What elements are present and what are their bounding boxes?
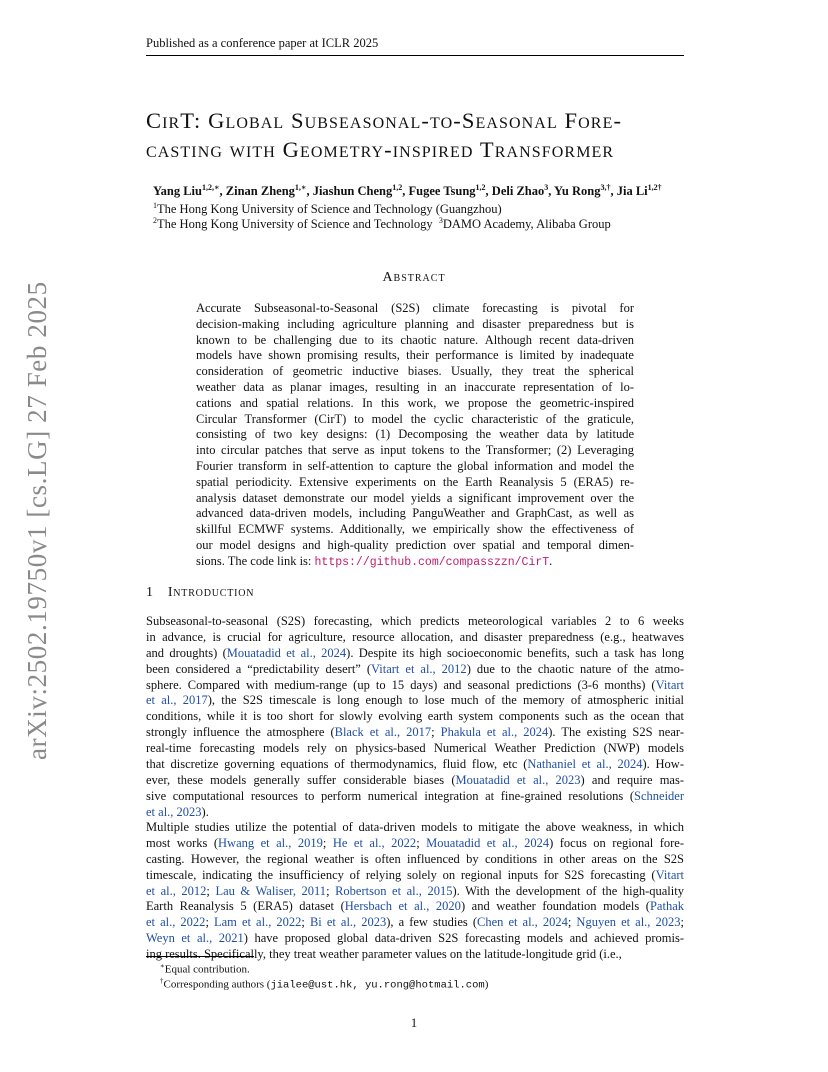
abstract-line: skillful ECMWF systems. Additionally, we empirically show the effectiveness of [196, 522, 634, 537]
author-name: Jiashun Cheng [312, 184, 393, 199]
text-segment: most works ( [146, 835, 219, 850]
citation-link[interactable]: Nathaniel et al., 2024 [527, 757, 643, 772]
abstract-line: our model designs and high-quality prediction over spatial and temporal dimen- [196, 537, 634, 552]
abstract-line: known to be challenging due to its chaotic nature. Although recent data-driven [196, 332, 634, 347]
arxiv-stamp: arXiv:2502.19750v1 [cs.LG] 27 Feb 2025 [22, 281, 52, 760]
text-segment: conditions, while it is too short for slowly evolving earth system components such as the ocean that [146, 709, 684, 724]
text-segment: ). [201, 804, 209, 819]
abstract-line: cations and spatial relations. In this work, we propose the geometric-inspired [196, 395, 634, 410]
citation-link[interactable]: Phakula et al., 2024 [440, 725, 549, 740]
citation-link[interactable]: Nguyen et al., 2023 [576, 915, 681, 930]
abstract-line: models have shown promising results, their performance is limited by inadequate [196, 348, 634, 363]
citation-link[interactable]: Bi et al., 2023 [309, 915, 387, 930]
text-segment: sive computational resources to perform numerical integration at fine-grained resolutions ( [146, 788, 635, 803]
author-name: Fugee Tsung [408, 184, 476, 199]
author-name: Yu Rong [554, 184, 601, 199]
text-line [146, 789, 684, 805]
affiliation-1: $^1$The Hong Kong University of Science and Technology (Guangzhou) [153, 201, 502, 217]
citation-link[interactable]: et al., 2017 [146, 693, 208, 708]
text-segment: and droughts) ( [146, 645, 227, 660]
text-line [146, 820, 684, 836]
abstract-line: Circular Transformer (CirT) to model the cyclic characteristic of the graticule, [196, 411, 634, 426]
author-name: Jia Li [616, 184, 648, 199]
citation-link[interactable]: He et al., 2022 [332, 835, 417, 850]
text-line [146, 741, 684, 757]
text-line [146, 931, 684, 947]
text-segment: strongly influence the atmosphere ( [146, 725, 335, 740]
author-affiliation-mark: 1,2 [392, 183, 403, 192]
abstract-line: spatial periodicity. Extensive experiments on the Earth Reanalysis 5 (ERA5) re- [196, 474, 634, 489]
text-line [146, 852, 684, 868]
text-segment: ; [206, 883, 216, 898]
author-name: Deli Zhao [491, 184, 545, 199]
text-segment: ), a few studies ( [386, 915, 477, 930]
text-segment: ), the S2S timescale is long enough to lose much of the memory of atmospheric initial [207, 693, 685, 708]
abstract-line: decision-making including agriculture planning and disaster preparedness but is [196, 316, 634, 331]
text-segment: ) due to the chaotic nature of the atmo- [466, 661, 684, 676]
abstract-line: Accurate Subseasonal-to-Seasonal (S2S) climate forecasting is pivotal for [196, 301, 634, 315]
text-line [146, 899, 684, 915]
text-segment: Subseasonal-to-seasonal (S2S) forecasting, which predicts meteorological variables 2 to 6 weeks [146, 614, 684, 628]
text-line [146, 725, 684, 741]
text-line [146, 773, 684, 789]
abstract-last-line: sions. The code link is: https://github.com/compasszzn/CirT. [196, 553, 553, 569]
abstract-line: advanced data-driven models, including PanguWeather and GraphCast, as well as [196, 506, 634, 521]
text-segment: ; [431, 725, 441, 740]
citation-link[interactable]: Lam et al., 2022 [213, 915, 302, 930]
abstract-line: into circular patches that serve as input tokens to the Transformer; (2) Leveraging [196, 443, 634, 458]
text-segment: ) focus on regional fore- [549, 835, 685, 850]
abstract-line: consisting of two key designs: (1) Decomposing the weather data by latitude [196, 427, 634, 442]
text-segment: real-time forecasting models rely on physics-based Numerical Weather Prediction (NWP) models [146, 741, 684, 756]
intro-paragraph-1 [146, 614, 684, 821]
text-segment: ; [301, 915, 310, 930]
text-line [146, 915, 684, 931]
text-line [146, 805, 684, 821]
citation-link[interactable]: Chen et al., 2024 [476, 915, 568, 930]
citation-link[interactable]: Vitart [655, 867, 684, 882]
citation-link[interactable]: Mouatadid et al., 2024 [426, 835, 550, 850]
paper-title [146, 106, 706, 164]
author-affiliation-mark: 1,2 [475, 183, 486, 192]
text-segment: ; [680, 915, 684, 930]
text-segment: ; [416, 835, 427, 850]
citation-link[interactable]: et al., 2022 [146, 915, 206, 930]
text-segment: Earth Reanalysis 5 (ERA5) dataset ( [146, 899, 345, 914]
author-list: Yang Liu$^{1,2,∗}$, Zinan Zheng$^{1,∗}$, Jiashun Cheng$^{1,2}$, Fugee Tsung$^{1,2}$, Deli Zhao$^3$, Yu Rong$^{3,\dagger}$, Jia $Li^{1,2\dagger}$ [153, 183, 662, 199]
text-line [146, 884, 684, 900]
citation-link[interactable]: Weyn et al., 2021 [146, 931, 244, 946]
text-segment: ever, these models generally suffer considerable biases ( [146, 772, 456, 787]
citation-link[interactable]: Black et al., 2017 [334, 725, 432, 740]
author-affiliation-mark: 1,∗ [294, 183, 307, 192]
title-line-2: casting with Geometry-inspired Transformer [146, 137, 615, 162]
text-segment: sphere. Compared with medium-range (up to 15 days) and seasonal predictions (3-6 months) ( [146, 677, 656, 692]
footnote-corresponding-authors: †Corresponding authors (jialee@ust.hk, yu.rong@hotmail.com) [160, 977, 489, 992]
intro-paragraph-2 [146, 820, 684, 963]
page-number: 1 [410, 1016, 418, 1030]
affiliation-2: $^2$The Hong Kong University of Science and Technology $^3$DAMO Academy, Alibaba Group [153, 216, 611, 232]
text-segment: timescale, indicating the insufficiency of relying solely on regional inputs for S2S forecasting ( [146, 867, 656, 882]
text-segment: in advance, is crucial for agriculture, resource allocation, and disaster preparedness (e.g., heatwaves [146, 629, 684, 644]
author-affiliation-mark: 3 [544, 183, 549, 192]
text-segment: ) and require mas- [580, 772, 685, 787]
citation-link[interactable]: Hwang et al., 2019 [218, 835, 323, 850]
abstract-heading: Abstract [382, 270, 446, 285]
text-segment: ; [322, 835, 333, 850]
text-line [146, 868, 684, 884]
text-segment: ; [205, 915, 214, 930]
text-line [146, 614, 684, 630]
abstract-line: Fourier transform in self-attention to capture the global information and model the [196, 458, 634, 473]
author-affiliation-mark: 1,2† [647, 183, 662, 192]
code-link[interactable]: https://github.com/compasszzn/CirT [314, 555, 550, 569]
footnote-equal-contribution: ∗Equal contribution. [160, 962, 250, 976]
text-line [146, 678, 684, 694]
citation-link[interactable]: Vitart et al., 2012 [371, 661, 467, 676]
text-segment: been considered a “predictability desert” ( [146, 661, 371, 676]
text-segment: ) have proposed global data-driven S2S forecasting models and achieved promis- [243, 931, 684, 946]
section-heading-introduction: 1 Introduction [146, 585, 255, 600]
text-segment: ) and weather foundation models ( [460, 899, 650, 914]
text-line [146, 630, 684, 646]
text-segment: ing results. Specifically, they treat weather parameter values on the latitude-longitude grid (i.e., [146, 947, 622, 962]
citation-link[interactable]: et al., 2023 [146, 804, 202, 819]
author-affiliation-mark: 1,2,∗ [201, 183, 220, 192]
abstract-line: weather data as planar images, resulting in an inaccurate representation of lo- [196, 379, 634, 394]
text-segment: ; [326, 883, 336, 898]
citation-link[interactable]: Mouatadid et al., 2023 [455, 772, 581, 787]
text-line [146, 709, 684, 725]
text-segment: that discretize governing equations of thermodynamics, fluid flow, etc ( [146, 757, 528, 772]
text-segment: ). How- [642, 757, 684, 772]
text-segment: Multiple studies utilize the potential of data-driven models to mitigate the above weakness, in which [146, 820, 684, 834]
text-segment: ). The existing S2S near- [548, 725, 684, 740]
conference-header: Published as a conference paper at ICLR 2025 [146, 36, 684, 56]
abstract-line: analysis dataset demonstrate our model yields a significant improvement over the [196, 490, 634, 505]
citation-link[interactable]: et al., 2012 [146, 883, 207, 898]
text-line [146, 646, 684, 662]
text-segment: ; [567, 915, 577, 930]
citation-link[interactable]: Hersbach et al., 2020 [344, 899, 461, 914]
text-segment: casting. However, the regional weather is often influenced by conditions in other areas on the S2S [146, 851, 684, 866]
author-affiliation-mark: 3,† [600, 183, 611, 192]
citation-link[interactable]: Robertson et al., 2015 [335, 883, 453, 898]
text-line [146, 693, 684, 709]
abstract-body [196, 301, 634, 570]
title-line-1: CirT: Global Subseasonal-to-Seasonal Fore- [146, 108, 623, 133]
text-line [146, 836, 684, 852]
text-segment: ). With the development of the high-quality [452, 883, 684, 898]
abstract-line: consideration of geometric inductive biases. Usually, they treat the spherical [196, 364, 634, 379]
text-segment: ). Despite its high socioeconomic benefits, such a task has long [346, 645, 685, 660]
author-emails[interactable]: jialee@ust.hk, yu.rong@hotmail.com [270, 979, 485, 992]
author-name: Yang Liu [153, 184, 202, 199]
citation-link[interactable]: Pathak [649, 899, 684, 914]
citation-link[interactable]: Schneider [634, 788, 684, 803]
citation-link[interactable]: Mouatadid et al., 2024 [226, 645, 347, 660]
footnote-rule [146, 956, 254, 957]
text-line [146, 757, 684, 773]
text-line [146, 662, 684, 678]
citation-link[interactable]: Vitart [655, 677, 684, 692]
author-name: Zinan Zheng [225, 184, 295, 199]
citation-link[interactable]: Lau & Waliser, 2011 [215, 883, 327, 898]
